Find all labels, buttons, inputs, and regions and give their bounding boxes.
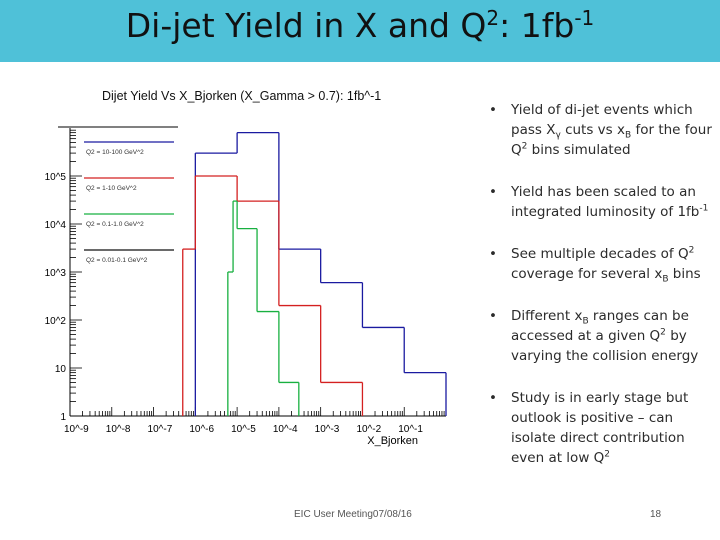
legend-label: Q2 = 1-10 GeV^2 <box>86 185 137 192</box>
bullet-text: Yield has been scaled to an integrated luminosity of 1fb <box>511 184 700 220</box>
x-tick-label: 10^-9 <box>64 424 89 435</box>
bullet-text: See multiple decades of Q <box>511 246 689 262</box>
y-tick-label: 10^2 <box>44 316 66 327</box>
page-number: 18 <box>650 509 662 520</box>
bullet-text: bins <box>668 266 701 282</box>
bullet-text: 2 <box>688 245 695 256</box>
dijet-yield-chart <box>30 80 460 455</box>
bullet-item <box>486 244 718 284</box>
bullet-dot: • <box>489 184 497 200</box>
legend-label: Q2 = 0.1-1.0 GeV^2 <box>86 221 144 228</box>
bullet-text: Study is in early stage but outlook is positive – can isolate direct contribution even at low Q <box>511 390 689 466</box>
bullet-text: γ <box>555 130 561 141</box>
bullet-list <box>486 100 718 490</box>
bullet-text: cuts vs x <box>560 122 625 138</box>
bullet-text: by varying the collision energy <box>511 328 699 364</box>
y-tick-label: 10^4 <box>44 220 66 231</box>
bullet-text: 2 <box>521 141 528 152</box>
bullet-text: B <box>582 316 589 327</box>
bullet-text: ranges can be accessed at a given Q <box>511 308 689 344</box>
footer-text: EIC User Meeting07/08/16 <box>294 509 412 520</box>
bullet-dot: • <box>489 308 497 324</box>
bullet-item <box>486 182 718 222</box>
chart-title: Dijet Yield Vs X_Bjorken (X_Gamma > 0.7): 1fb^-1 <box>102 89 382 103</box>
x-tick-label: 10^-4 <box>272 424 298 435</box>
bullet-text: coverage for several x <box>511 266 663 282</box>
bullet-text: bins simulated <box>527 142 631 158</box>
bullet-text: for the four Q <box>511 122 712 158</box>
bullet-text: B <box>624 130 632 141</box>
y-tick-label: 10 <box>54 364 66 375</box>
x-tick-label: 10^-6 <box>189 424 215 435</box>
slide-title: Di-jet Yield in X and $Q^2$: $1fb^{-1}$ <box>125 6 595 45</box>
x-tick-label: 10^-3 <box>314 424 340 435</box>
y-tick-label: 1 <box>60 412 66 423</box>
bullet-text: Yield of di-jet events which pass X <box>511 102 693 138</box>
bullet-dot: • <box>489 390 497 406</box>
y-tick-label: 10^5 <box>44 172 66 183</box>
bullet-text: 2 <box>660 327 666 338</box>
y-tick-label: 10^3 <box>44 268 66 279</box>
bullet-dot: • <box>489 102 497 118</box>
bullet-item <box>486 388 718 468</box>
legend-label: Q2 = 10-100 GeV^2 <box>86 149 144 156</box>
x-tick-label: 10^-5 <box>231 424 256 435</box>
bullet-text: 2 <box>604 449 611 460</box>
x-tick-label: 10^-1 <box>398 424 423 435</box>
bullet-item <box>486 100 718 160</box>
legend-label: Q2 = 0.01-0.1 GeV^2 <box>86 257 148 264</box>
bullet-item <box>486 306 718 366</box>
x-tick-label: 10^-2 <box>356 424 382 435</box>
bullet-text: B <box>662 274 669 285</box>
bullet-dot: • <box>489 246 497 262</box>
x-axis-label: X_Bjorken <box>367 435 418 447</box>
x-tick-label: 10^-7 <box>147 424 173 435</box>
x-tick-label: 10^-8 <box>105 424 131 435</box>
bullet-text: Different x <box>511 308 583 324</box>
bullet-text: -1 <box>699 203 709 214</box>
